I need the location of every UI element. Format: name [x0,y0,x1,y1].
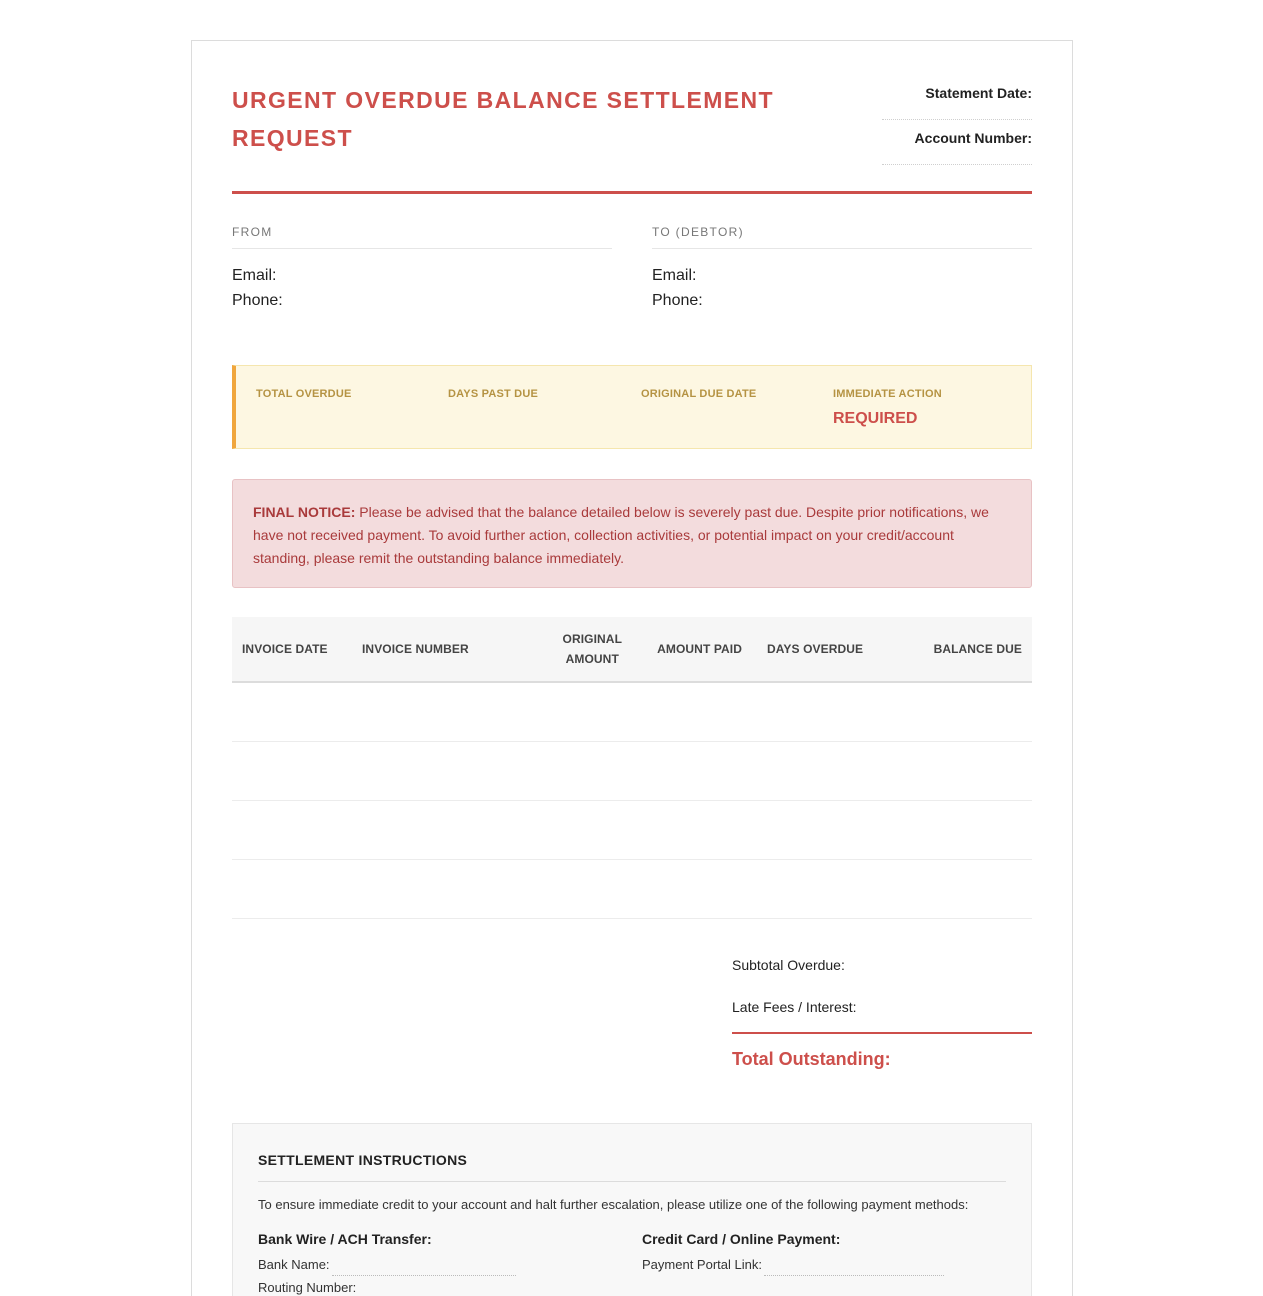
col-original-amount [532,617,622,681]
table-row [232,683,1032,742]
statement-sheet [191,40,1073,1296]
table-row [232,742,1032,801]
immediate-action-cell [833,388,1013,428]
subtotal-overdue-label: Subtotal Overdue: [732,957,845,973]
final-notice-alert [232,479,1032,588]
immediate-action-label: IMMEDIATE ACTION [833,388,942,400]
card-payment-block [642,1231,944,1276]
bank-name-field [258,1253,538,1276]
original-due-date-label: ORIGINAL DUE DATE [641,388,757,400]
final-notice-body: Please be advised that the balance detailed below is severely past due. Despite prior notifications, we have not received payment. To avoid further action, collection activities, or potential impact on your credit/account standing, please remit the outstanding balance immediately. [253,504,989,566]
invoice-table [232,617,1032,919]
card-payment-title: Credit Card / Online Payment: [642,1231,841,1247]
col-original-amount-line2: AMOUNT [565,652,619,666]
table-row [232,860,1032,919]
total-outstanding-label: Total Outstanding: [732,1049,891,1069]
to-phone-label: Phone: [652,292,703,309]
payment-portal-blank [764,1262,944,1276]
col-original-amount-line1: ORIGINAL [562,632,622,646]
total-overdue-cell [256,388,436,400]
statement-date-label: Statement Date: [882,75,1032,120]
invoice-table-header [232,617,1032,683]
routing-number-label: Routing Number: [258,1280,357,1295]
final-notice-lead: FINAL NOTICE: [253,504,356,520]
document-title: URGENT OVERDUE BALANCE SETTLEMENT REQUEST [232,87,774,151]
bank-name-label: Bank Name: [258,1257,330,1272]
payment-portal-label: Payment Portal Link: [642,1257,762,1272]
from-email-label: Email: [232,267,277,284]
immediate-action-value: REQUIRED [833,410,918,427]
totals-divider [732,1032,1032,1034]
col-days-overdue: DAYS OVERDUE [767,642,864,656]
col-balance-due: BALANCE DUE [933,642,1022,656]
late-fees-label: Late Fees / Interest: [732,999,857,1015]
bank-name-blank [332,1262,516,1276]
routing-number-field [258,1276,538,1296]
to-label: TO (DEBTOR) [652,225,1032,249]
table-row [232,801,1032,860]
header-divider [232,191,1032,194]
col-invoice-date: INVOICE DATE [242,642,328,656]
from-label: FROM [232,225,612,249]
payment-portal-field [642,1253,944,1276]
overdue-summary-box [232,365,1032,449]
total-overdue-label: TOTAL OVERDUE [256,388,352,400]
statement-meta [882,75,1032,165]
col-invoice-number: INVOICE NUMBER [362,642,469,656]
totals-block [732,957,1032,1070]
from-block [232,225,612,313]
settlement-instructions [232,1123,1032,1296]
to-debtor-block [652,225,1032,313]
settlement-heading: SETTLEMENT INSTRUCTIONS [258,1152,1006,1182]
bank-transfer-block [258,1231,538,1296]
settlement-intro: To ensure immediate credit to your account and halt further escalation, please utilize one of the following payment methods: [258,1197,969,1212]
to-email-label: Email: [652,267,697,284]
days-past-due-cell [448,388,628,400]
col-amount-paid: AMOUNT PAID [657,642,742,656]
bank-transfer-title: Bank Wire / ACH Transfer: [258,1231,432,1247]
account-number-label: Account Number: [882,120,1032,165]
from-phone-label: Phone: [232,292,283,309]
routing-number-blank [358,1285,538,1296]
original-due-date-cell [641,388,821,400]
days-past-due-label: DAYS PAST DUE [448,388,539,400]
